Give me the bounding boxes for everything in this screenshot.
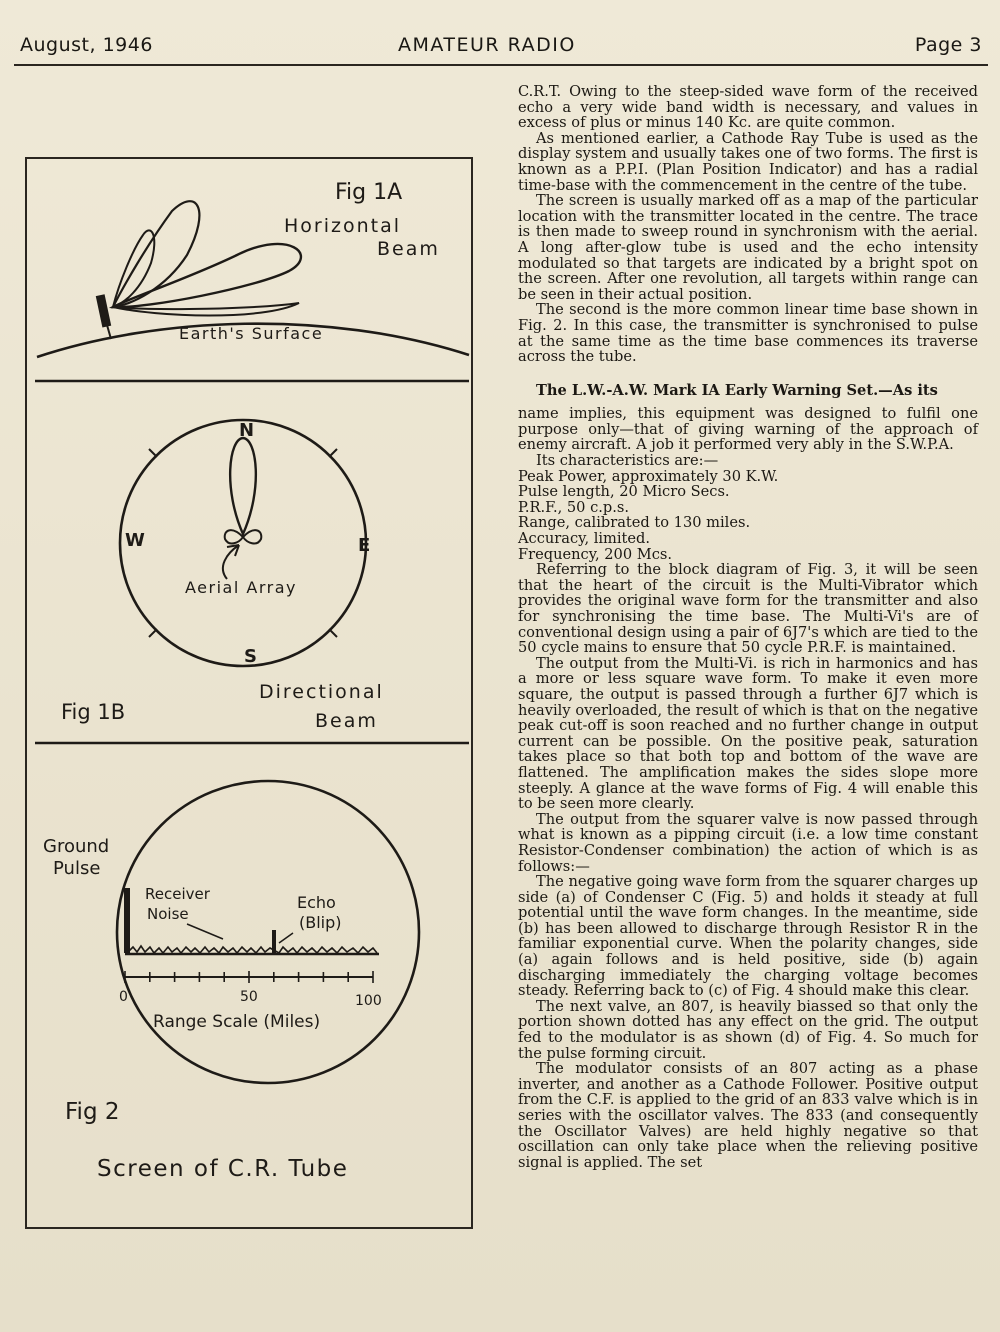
paragraph-display-system: As mentioned earlier, a Cathode Ray Tube is used as the display system and usually takes one of two forms. The first is known as a P.P.I. (Plan Position Indicator) and has a radial time-base with the commencement in the centre of the tube. [518, 129, 978, 194]
noise-trace [127, 946, 377, 953]
figures-panel [25, 157, 473, 1229]
figures-drawing [27, 159, 475, 1231]
paragraph-pipping-circuit: The output from the squarer valve is now passed through what is known as a pipping circuit (i.e. a low time constant Resistor-Condenser combination) the action of which is as follows:— [518, 810, 978, 875]
east-label: E [358, 535, 371, 556]
spec-item: Frequency, 200 Mcs. [518, 545, 673, 563]
paragraph-modulator: The modulator consists of an 807 acting as a phase inverter, and another as a Cathode Follower. Positive output from the C.F. is applied to the grid of an 833 valve which is in series with the oscillator valves. The 833 (and consequently the Oscillator Valves) are held highly negative so that oscillation can only take place when the relieving positive signal is applied. The set [518, 1060, 978, 1171]
noise-pointer [187, 924, 223, 939]
section-heading: The L.W.-A.W. Mark IA Early Warning Set.—As its [536, 381, 938, 399]
west-label: W [125, 530, 145, 551]
magazine-title: AMATEUR RADIO [398, 34, 576, 56]
fig1b-title: Fig 1B [61, 700, 126, 724]
echo-label-2: (Blip) [299, 913, 342, 932]
tick-ne [329, 449, 337, 457]
back-lobe-left [225, 530, 243, 543]
spec-item: Pulse length, 20 Micro Secs. [518, 483, 730, 501]
spec-item: Peak Power, approximately 30 K.W. [518, 467, 779, 485]
fig1b [61, 420, 384, 732]
spec-item: Range, calibrated to 130 miles. [518, 514, 751, 532]
tick-sw [149, 629, 157, 637]
echo-label-1: Echo [297, 893, 336, 912]
paragraph-block-diagram: Referring to the block diagram of Fig. 3, it will be seen that the heart of the circuit is the Multi-Vibrator which provides the original wave form for the transmitter and also for synchronising the time base. The Multi-Vi's are of conventional design using a pair of 6J7's which are tied to the 50 cycle mains to ensure that 50 cycle P.R.F. is maintained. [518, 561, 978, 657]
paragraph-purpose: name implies, this equipment was designed to fulfil one purpose only—that of giving warning of the approach of enemy aircraft. A job it performed very ably in the S.W.P.A. [518, 405, 978, 454]
south-label: S [244, 646, 257, 667]
ground-pulse-label-1: Ground [43, 836, 110, 857]
fig1a-title: Fig 1A [335, 180, 403, 205]
fig1b-caption-2: Beam [315, 710, 378, 732]
range-scale-label: Range Scale (Miles) [153, 1012, 321, 1032]
earth-surface-label: Earth's Surface [179, 324, 324, 343]
back-lobe-right [243, 530, 261, 543]
spacer [518, 365, 978, 383]
fig1a-caption-2: Beam [377, 238, 440, 260]
north-label: N [239, 420, 255, 441]
ground-pulse-spike [124, 888, 130, 953]
paragraph-negative-wave: The negative going wave form from the squarer charges up side (a) of Condenser C (Fig. 5) and holds it steady at full potential until the wave form changes. In the meantime, side (b) has been allowed to discharge through Resistor R in the familiar exponential curve. When the polarity changes, side (a) again follows and is held positive, side (b) again discharging immediately the charging voltage becomes steady. Referring back to (c) of Fig. 4 should make this clear. [518, 873, 978, 1000]
upper-lobe [113, 201, 199, 307]
fig2-title: Fig 2 [65, 1099, 120, 1125]
aerial-mast [96, 294, 111, 327]
paragraph-characteristics: Its characteristics are:— [536, 452, 719, 470]
fig2-caption: Screen of C.R. Tube [97, 1156, 349, 1182]
aerial-array-label: Aerial Array [185, 578, 297, 597]
fig1a [37, 180, 469, 357]
paragraph-screen: The screen is usually marked off as a map of the particular location with the transmitter located in the centre. The trace is then made to sweep round in synchronism with the aerial. A long after-glow tube is used and the echo intensity modulated so that targets are indicated by a bright spot on the screen. After one revolution, all targets within range can be seen in their actual position. [518, 192, 978, 303]
paragraph-807-valve: The next valve, an 807, is heavily biassed so that only the portion shown dotted has any effect on the grid. The output fed to the modulator is as shown (d) of Fig. 4. So much for the pulse forming circuit. [518, 997, 978, 1062]
fig2 [43, 781, 419, 1182]
crt-screen-circle [117, 781, 419, 1083]
echo-pointer [279, 933, 293, 943]
issue-date: August, 1946 [20, 34, 153, 56]
page-number: Page 3 [914, 34, 982, 56]
tick-se [329, 629, 337, 637]
header-rule [14, 64, 988, 66]
scale-hundred: 100 [355, 993, 382, 1009]
ground-pulse-label-2: Pulse [53, 858, 101, 879]
fig1a-caption-1: Horizontal [284, 215, 402, 237]
directional-lobe [230, 438, 256, 534]
article-column [518, 84, 978, 1170]
scale-fifty: 50 [240, 989, 258, 1005]
receiver-noise-label-1: Receiver [145, 885, 210, 903]
tick-nw [149, 449, 157, 457]
paragraph-multivi-output: The output from the Multi-Vi. is rich in harmonics and has a more or less square wave form. To make it even more square, the output is passed through a further 6J7 which is heavily overloaded, the result of which is that on the negative peak cut-off is soon reached and no further change in output current can be possible. On the positive peak, saturation takes place so that both top and bottom of the wave are flattened. The amplification makes the sides slope more steeply. A glance at the wave forms of Fig. 4 will enable this to be seen more clearly. [518, 654, 978, 813]
fig1b-caption-1: Directional [259, 681, 384, 703]
receiver-noise-label-2: Noise [147, 905, 189, 923]
spec-item: Accuracy, limited. [518, 530, 651, 548]
spec-item: P.R.F., 50 c.p.s. [518, 498, 630, 516]
scale-zero: 0 [119, 989, 128, 1005]
paragraph-linear-timebase: The second is the more common linear time base shown in Fig. 2. In this case, the transmitter is synchronised to pulse at the same time as the time base commences its traverse across the tube. [518, 301, 978, 366]
paragraph-crt: C.R.T. Owing to the steep-sided wave form of the received echo a very wide band width is necessary, and values in excess of plus or minus 140 Kc. are quite common. [518, 83, 978, 132]
